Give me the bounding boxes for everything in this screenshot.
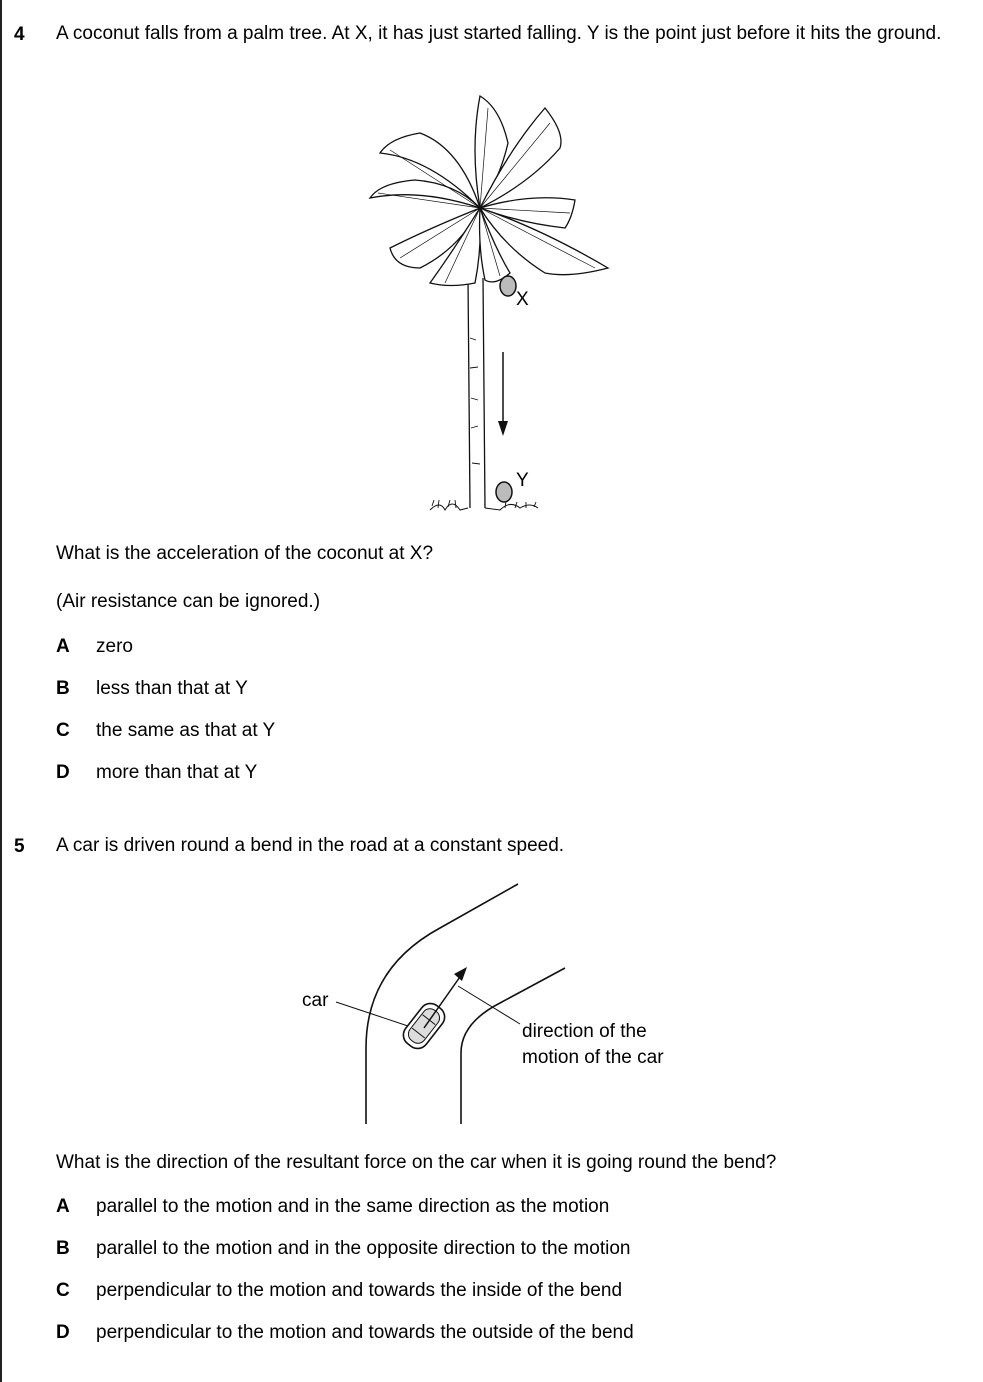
road-inner-edge xyxy=(461,968,565,1124)
page-margin-rule xyxy=(0,0,2,1382)
q5-option-b-letter: B xyxy=(56,1238,70,1259)
question-4-note: (Air resistance can be ignored.) xyxy=(56,591,321,612)
coconut-y xyxy=(496,482,512,502)
label-direction-line1: direction of the xyxy=(522,1021,647,1042)
label-y: Y xyxy=(516,470,529,491)
q4-option-d-text: more than that at Y xyxy=(96,762,258,783)
q4-option-a-text: zero xyxy=(96,636,133,657)
label-car: car xyxy=(302,990,329,1011)
q5-option-a-letter: A xyxy=(56,1196,70,1217)
q5-option-d-letter: D xyxy=(56,1322,70,1343)
question-5-stem: A car is driven round a bend in the road at a constant speed. xyxy=(56,835,565,856)
road-outer-edge xyxy=(366,884,518,1124)
label-direction-line2: motion of the car xyxy=(522,1047,664,1068)
q5-option-c-letter: C xyxy=(56,1280,70,1301)
question-4-stem: A coconut falls from a palm tree. At X, it has just started falling. Y is the point just before it hits the ground. xyxy=(56,23,942,44)
question-5-prompt: What is the direction of the resultant force on the car when it is going round the bend? xyxy=(56,1152,777,1173)
q4-option-c-letter: C xyxy=(56,720,70,741)
q4-option-a-letter: A xyxy=(56,636,70,657)
q4-option-c-text: the same as that at Y xyxy=(96,720,276,741)
q4-option-b-text: less than that at Y xyxy=(96,678,248,699)
coconut-x xyxy=(500,276,516,296)
road-bend-figure xyxy=(290,878,710,1128)
q5-option-a-text: parallel to the motion and in the same direction as the motion xyxy=(96,1196,610,1217)
q5-option-c-text: perpendicular to the motion and towards the inside of the bend xyxy=(96,1280,623,1301)
q4-option-d-letter: D xyxy=(56,762,70,783)
q5-option-d-text: perpendicular to the motion and towards the outside of the bend xyxy=(96,1322,634,1343)
palm-tree-figure xyxy=(360,88,620,518)
question-4-number: 4 xyxy=(14,24,25,45)
q5-option-b-text: parallel to the motion and in the opposite direction to the motion xyxy=(96,1238,631,1259)
q4-option-b-letter: B xyxy=(56,678,70,699)
label-x: X xyxy=(516,289,529,310)
question-5-number: 5 xyxy=(14,836,25,857)
question-4-prompt: What is the acceleration of the coconut at X? xyxy=(56,543,434,564)
